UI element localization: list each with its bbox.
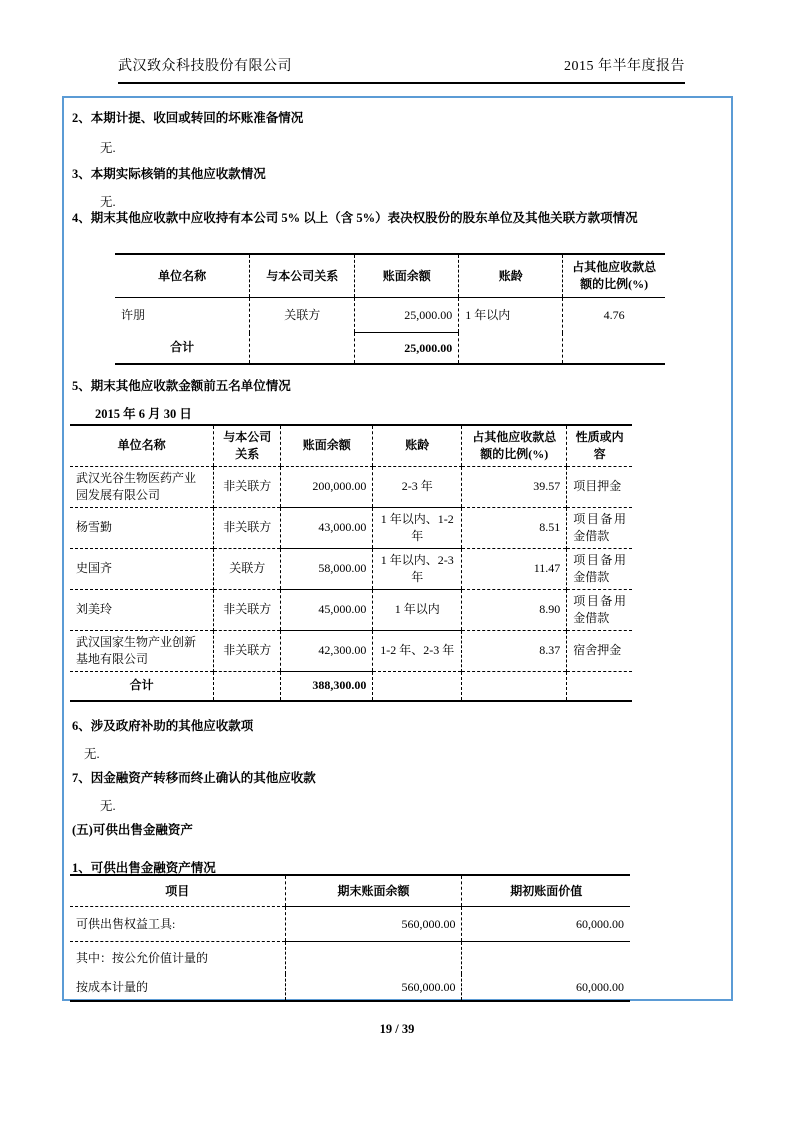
header-cell-unit-name: 单位名称: [115, 254, 250, 298]
cell-aging: 1-2 年、2-3 年: [373, 630, 462, 671]
cell-proportion: 8.51: [462, 507, 567, 548]
cell-empty: [563, 333, 665, 365]
section-heading-7: 7、因金融资产转移而终止确认的其他应收款: [72, 771, 316, 785]
section-7-body: 无.: [100, 799, 116, 813]
table-row: [70, 589, 632, 630]
table-row: [70, 507, 632, 548]
header-cell-relation: 与本公司关系: [250, 254, 355, 298]
cell-relation: 关联方: [214, 548, 281, 589]
section-heading-2: 2、本期计提、收回或转回的坏账准备情况: [72, 111, 304, 125]
related-party-receivables-table: [115, 253, 665, 365]
table-row: [70, 974, 630, 1001]
top-five-receivables-table: [70, 424, 632, 702]
cell-relation: 非关联方: [214, 507, 281, 548]
header-cell-book-balance: 账面余额: [355, 254, 459, 298]
cell-unit-name: 史国齐: [70, 548, 214, 589]
cell-unit-name: 武汉国家生物产业创新基地有限公司: [70, 630, 214, 671]
cell-closing-balance: [285, 942, 462, 975]
header-cell-opening-value: 期初账面价值: [462, 875, 630, 907]
cell-relation: 非关联方: [214, 466, 281, 507]
company-name: 武汉致众科技股份有限公司: [118, 59, 292, 74]
section-3-body: 无.: [100, 195, 116, 209]
content-frame: [62, 96, 733, 1001]
cell-total-label: 合计: [70, 671, 214, 701]
cell-empty: [214, 671, 281, 701]
header-cell-closing-balance: 期末账面余额: [285, 875, 462, 907]
table3-container: [70, 874, 630, 1002]
header-cell-relation: 与本公司关系: [214, 425, 281, 466]
cell-nature: 宿舍押金: [567, 630, 632, 671]
cell-nature: 项目备用金借款: [567, 548, 632, 589]
cell-nature: 项目备用金借款: [567, 589, 632, 630]
header-cell-proportion: 占其他应收款总额的比例(%): [563, 254, 665, 298]
cell-aging: 1 年以内: [459, 298, 563, 333]
cell-total-amount: 25,000.00: [355, 333, 459, 365]
table-header-row: [70, 875, 630, 907]
cell-item: 可供出售权益工具:: [76, 916, 176, 931]
cell-aging: 2-3 年: [373, 466, 462, 507]
cell-opening-value: [462, 942, 630, 975]
table-total-row: [70, 671, 632, 701]
cell-book-balance: 42,300.00: [281, 630, 373, 671]
cell-book-balance: 25,000.00: [355, 298, 459, 333]
footer-page-number: 19 / 39: [379, 1022, 415, 1036]
table-header-row: [115, 254, 665, 298]
table-row: [115, 298, 665, 333]
cell-unit-name: 许朋: [121, 307, 146, 322]
cell-proportion: 39.57: [462, 466, 567, 507]
cell-item: 其中：按公允价值计量的: [70, 942, 285, 975]
cell-unit-name: 武汉光谷生物医药产业园发展有限公司: [76, 470, 197, 502]
cell-nature: 项目押金: [567, 466, 632, 507]
cell-total-label: 合计: [170, 340, 195, 355]
section-heading-5: 5、期末其他应收款金额前五名单位情况: [72, 379, 291, 393]
cell-empty: [459, 333, 563, 365]
section-2-body: 无.: [100, 141, 116, 155]
cell-proportion: 8.37: [462, 630, 567, 671]
section-6-body: 无.: [84, 747, 100, 761]
cell-aging: 1 年以内、2-3 年: [373, 548, 462, 589]
cell-item: 按成本计量的: [76, 979, 149, 994]
cell-empty: [567, 671, 632, 701]
cell-book-balance: 43,000.00: [281, 507, 373, 548]
table-row: [70, 907, 630, 942]
available-for-sale-assets-table: [70, 874, 630, 1002]
section-heading-5cn: (五)可供出售金融资产: [72, 823, 193, 837]
header-cell-aging: 账龄: [459, 254, 563, 298]
cell-relation: 关联方: [250, 298, 355, 333]
section-heading-6: 6、涉及政府补助的其他应收款项: [72, 719, 254, 733]
header-cell-aging: 账龄: [373, 425, 462, 466]
cell-opening-value: 60,000.00: [462, 974, 630, 1001]
running-header: [118, 50, 685, 84]
cell-proportion: 8.90: [462, 589, 567, 630]
cell-opening-value: 60,000.00: [462, 907, 630, 942]
cell-aging: 1 年以内: [373, 589, 462, 630]
section-5-date: 2015 年 6 月 30 日: [95, 407, 192, 421]
cell-book-balance: 58,000.00: [281, 548, 373, 589]
cell-closing-balance: 560,000.00: [285, 907, 462, 942]
table-row: [70, 548, 632, 589]
table2-container: [70, 424, 632, 702]
cell-closing-balance: 560,000.00: [285, 974, 462, 1001]
table1-container: [115, 253, 665, 365]
cell-total-amount: 388,300.00: [281, 671, 373, 701]
header-cell-proportion: 占其他应收款总额的比例(%): [462, 425, 567, 466]
cell-proportion: 11.47: [462, 548, 567, 589]
cell-unit-name: 刘美玲: [70, 589, 214, 630]
cell-unit-name: 杨雪勤: [70, 507, 214, 548]
header-cell-unit-name: 单位名称: [70, 425, 214, 466]
cell-book-balance: 45,000.00: [281, 589, 373, 630]
header-cell-book-balance: 账面余额: [281, 425, 373, 466]
header-cell-nature: 性质或内容: [567, 425, 632, 466]
table-total-row: [115, 333, 665, 365]
cell-nature: 项目备用金借款: [567, 507, 632, 548]
section-heading-3: 3、本期实际核销的其他应收款情况: [72, 167, 266, 181]
section-heading-afs-1: 1、可供出售金融资产情况: [72, 861, 216, 875]
table-header-row: [70, 425, 632, 466]
report-title: 2015 年半年度报告: [564, 59, 685, 74]
cell-proportion: 4.76: [563, 298, 665, 333]
cell-relation: 非关联方: [214, 589, 281, 630]
table-row: [70, 630, 632, 671]
table-row: [70, 942, 630, 975]
header-cell-item: 项目: [70, 875, 285, 907]
table-row: [70, 466, 632, 507]
cell-book-balance: 200,000.00: [281, 466, 373, 507]
cell-empty: [373, 671, 462, 701]
cell-relation: 非关联方: [214, 630, 281, 671]
cell-empty: [462, 671, 567, 701]
cell-empty: [250, 333, 355, 365]
section-heading-4: 4、期末其他应收款中应收持有本公司 5% 以上（含 5%）表决权股份的股东单位及其他关联方款项情况: [72, 211, 638, 225]
cell-aging: 1 年以内、1-2 年: [373, 507, 462, 548]
